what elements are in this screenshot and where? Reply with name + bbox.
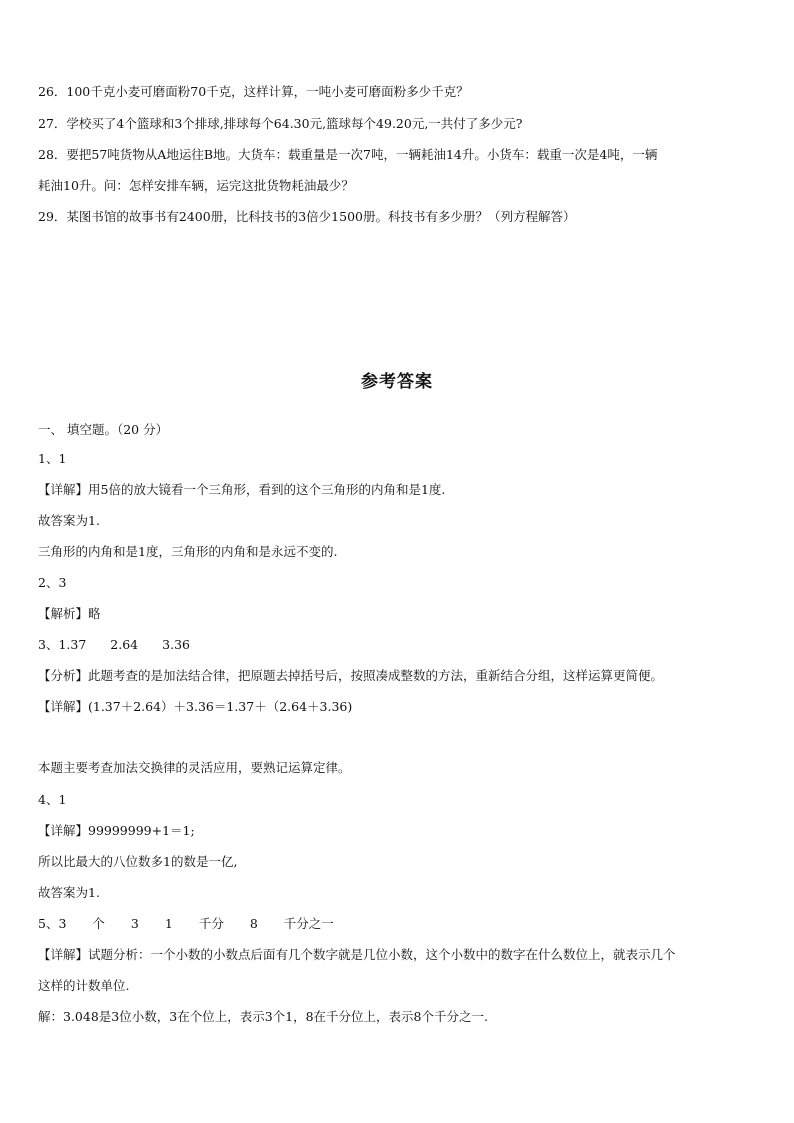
answer-4-label: 4、1 — [38, 792, 67, 807]
question-26: 26．100千克小麦可磨面粉70千克，这样计算，一吨小麦可磨面粉多少千克？ — [38, 84, 469, 99]
answer-5-part-1: 5、3 — [38, 916, 67, 931]
answer-5-part-7: 千分之一 — [283, 916, 334, 931]
answer-5-part-6: 8 — [249, 916, 258, 931]
answer-3-part-3: 3.36 — [162, 637, 190, 652]
answer-3-part-1: 3、1.37 — [38, 637, 87, 652]
answer-title: 参考答案 — [361, 372, 433, 392]
answer-5-solution: 解：3.048是3位小数，3在个位上，表示3个1，8在千分位上，表示8个千分之一. — [38, 1009, 488, 1024]
answer-5-part-4: 1 — [164, 916, 173, 931]
section-heading: 一、 填空题。（20 分） — [38, 422, 169, 437]
answer-5-label — [38, 916, 758, 932]
answer-5-detail-line-2: 这样的计数单位. — [38, 978, 130, 993]
answer-1-label: 1、1 — [38, 451, 67, 466]
answer-3-label — [38, 637, 758, 653]
answer-1-detail: 【详解】用5倍的放大镜看一个三角形，看到的这个三角形的内角和是1度. — [38, 482, 446, 497]
answer-4-conclusion: 故答案为1. — [38, 885, 100, 900]
answer-1-note: 三角形的内角和是1度，三角形的内角和是永远不变的. — [38, 544, 338, 559]
answer-3-part-2: 2.64 — [110, 637, 139, 652]
question-27: 27．学校买了4个篮球和3个排球,排球每个64.30元,篮球每个49.20元,一共付了多少元? — [38, 116, 523, 131]
answer-4-reason: 所以比最大的八位数多1的数是一亿, — [38, 854, 238, 869]
question-28-line-1: 28．要把57吨货物从A地运往B地。大货车：载重量是一次7吨，一辆耗油14升。小货车：载重一次是4吨，一辆 — [38, 147, 658, 162]
answer-5-detail-line-1: 【详解】试题分析：一个小数的小数点后面有几个数字就是几位小数，这个小数中的数字在什么数位上，就表示几个 — [38, 947, 676, 962]
answer-5-part-3: 3 — [130, 916, 139, 931]
answer-5-part-2: 个 — [92, 916, 105, 931]
answer-4-detail: 【详解】99999999+1＝1; — [38, 823, 195, 838]
answer-5-part-5: 千分 — [198, 916, 224, 931]
answer-3-note: 本题主要考查加法交换律的灵活应用，要熟记运算定律。 — [38, 760, 351, 775]
question-28-line-2: 耗油10升。问：怎样安排车辆，运完这批货物耗油最少？ — [38, 178, 354, 193]
answer-2-label: 2、3 — [38, 575, 67, 590]
answer-3-detail: 【详解】(1.37＋2.64）＋3.36＝1.37＋（2.64＋3.36) — [38, 699, 353, 714]
answer-3-analysis: 【分析】此题考查的是加法结合律，把原题去掉括号后，按照凑成整数的方法，重新结合分组，这样运算更简便。 — [38, 668, 664, 683]
question-29: 29．某图书馆的故事书有2400册，比科技书的3倍少1500册。科技书有多少册？（列方程解答） — [38, 209, 576, 224]
answer-2-analysis: 【解析】略 — [38, 606, 101, 621]
answer-1-conclusion: 故答案为1. — [38, 513, 100, 528]
